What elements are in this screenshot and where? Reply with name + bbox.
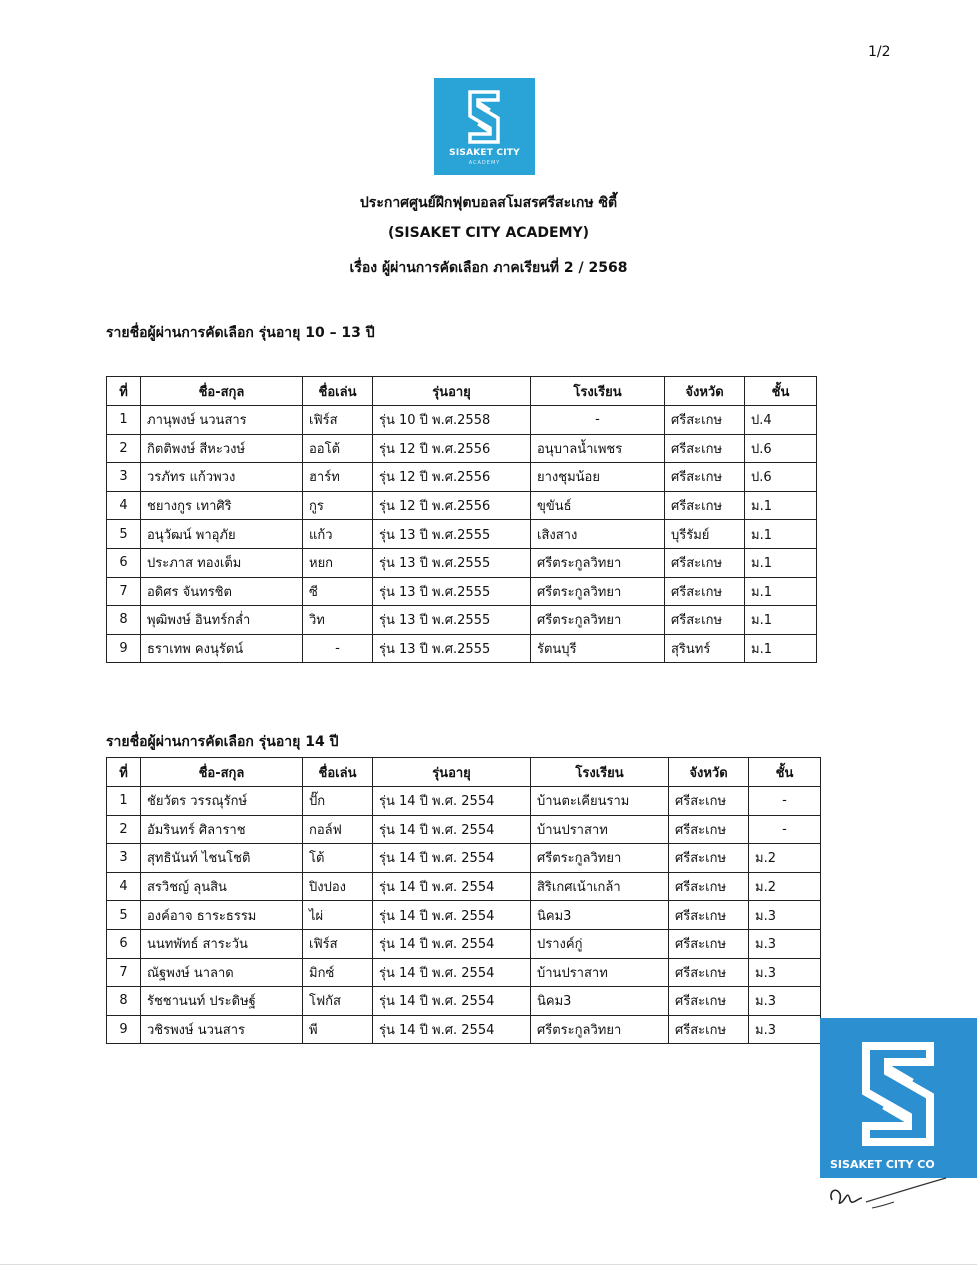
- cell-province: ศรีสะเกษ: [669, 844, 749, 873]
- cell-no: 4: [107, 872, 141, 901]
- cell-name: สรวิชญ์ ลุนสิน: [141, 872, 303, 901]
- table-header-row: [107, 758, 821, 787]
- cell-school: นิคม3: [531, 987, 669, 1016]
- table-header-row: [107, 377, 817, 406]
- col-header-school: โรงเรียน: [531, 377, 665, 406]
- page-number: 1/2: [868, 44, 891, 60]
- club-s-emblem-icon: [464, 88, 504, 146]
- cell-name: พุฒิพงษ์ อินทร์กล่ำ: [141, 606, 303, 635]
- cell-name: วชิรพงษ์ นวนสาร: [141, 1015, 303, 1044]
- cell-province: ศรีสะเกษ: [665, 606, 745, 635]
- col-header-age-group: รุ่นอายุ: [373, 758, 531, 787]
- cell-nickname: -: [303, 634, 373, 663]
- cell-age-group: รุ่น 13 ปี พ.ศ.2555: [373, 634, 531, 663]
- col-header-age-group: รุ่นอายุ: [373, 377, 531, 406]
- cell-school: เสิงสาง: [531, 520, 665, 549]
- signature-mark: [822, 1172, 952, 1220]
- cell-nickname: กอล์ฟ: [303, 815, 373, 844]
- cell-nickname: เฟิร์ส: [303, 406, 373, 435]
- cell-province: ศรีสะเกษ: [665, 548, 745, 577]
- cell-grade: ม.3: [749, 901, 821, 930]
- cell-name: ชัยวัตร วรรณุรักษ์: [141, 787, 303, 816]
- cell-no: 8: [107, 606, 141, 635]
- col-header-grade: ชั้น: [749, 758, 821, 787]
- cell-no: 3: [107, 844, 141, 873]
- col-header-province: จังหวัด: [669, 758, 749, 787]
- cell-school: ศรีตระกูลวิทยา: [531, 577, 665, 606]
- cell-age-group: รุ่น 14 ปี พ.ศ. 2554: [373, 872, 531, 901]
- col-header-province: จังหวัด: [665, 377, 745, 406]
- table-row: [107, 958, 821, 987]
- cell-province: ศรีสะเกษ: [665, 463, 745, 492]
- announcement-title: ประกาศศูนย์ฝึกฟุตบอลสโมสรศรีสะเกษ ซิตี้: [359, 195, 618, 211]
- cell-province: ศรีสะเกษ: [669, 1015, 749, 1044]
- cell-nickname: แก้ว: [303, 520, 373, 549]
- cell-province: ศรีสะเกษ: [669, 929, 749, 958]
- cell-no: 7: [107, 577, 141, 606]
- cell-nickname: โต้: [303, 844, 373, 873]
- cell-grade: ม.3: [749, 929, 821, 958]
- cell-age-group: รุ่น 14 ปี พ.ศ. 2554: [373, 987, 531, 1016]
- cell-nickname: ปิงปอง: [303, 872, 373, 901]
- cell-grade: ม.2: [749, 844, 821, 873]
- cell-no: 9: [107, 1015, 141, 1044]
- cell-nickname: เฟิร์ส: [303, 929, 373, 958]
- cell-nickname: กูร: [303, 491, 373, 520]
- cell-age-group: รุ่น 14 ปี พ.ศ. 2554: [373, 901, 531, 930]
- table-row: [107, 1015, 821, 1044]
- cell-nickname: ฮาร์ท: [303, 463, 373, 492]
- announcement-subject: เรื่อง ผู้ผ่านการคัดเลือก ภาคเรียนที่ 2 / 2568: [349, 260, 628, 276]
- table-row: [107, 406, 817, 435]
- cell-name: องค์อาจ ธาระธรรม: [141, 901, 303, 930]
- cell-province: สุรินทร์: [665, 634, 745, 663]
- cell-age-group: รุ่น 13 ปี พ.ศ.2555: [373, 577, 531, 606]
- cell-age-group: รุ่น 13 ปี พ.ศ.2555: [373, 520, 531, 549]
- table-row: [107, 815, 821, 844]
- cell-age-group: รุ่น 14 ปี พ.ศ. 2554: [373, 815, 531, 844]
- cell-name: สุทธินันท์ ไชนโชติ: [141, 844, 303, 873]
- cell-school: บ้านปราสาท: [531, 958, 669, 987]
- cell-no: 6: [107, 929, 141, 958]
- cell-grade: ม.3: [749, 958, 821, 987]
- cell-school: รัตนบุรี: [531, 634, 665, 663]
- table-row: [107, 872, 821, 901]
- cell-age-group: รุ่น 14 ปี พ.ศ. 2554: [373, 844, 531, 873]
- table-row: [107, 577, 817, 606]
- cell-age-group: รุ่น 12 ปี พ.ศ.2556: [373, 491, 531, 520]
- cell-grade: ม.1: [745, 548, 817, 577]
- cell-school: ขุขันธ์: [531, 491, 665, 520]
- logo-name: SISAKET CITY: [449, 148, 520, 158]
- cell-no: 6: [107, 548, 141, 577]
- table-row: [107, 491, 817, 520]
- cell-name: อนุวัฒน์ พาอุภัย: [141, 520, 303, 549]
- cell-no: 1: [107, 406, 141, 435]
- cell-no: 9: [107, 634, 141, 663]
- table-row: [107, 929, 821, 958]
- cell-nickname: วิท: [303, 606, 373, 635]
- cell-grade: ม.3: [749, 1015, 821, 1044]
- cell-no: 7: [107, 958, 141, 987]
- cell-nickname: ซี: [303, 577, 373, 606]
- cell-name: วรภัทร แก้วพวง: [141, 463, 303, 492]
- cell-name: กิตติพงษ์ สีหะวงษ์: [141, 434, 303, 463]
- cell-no: 2: [107, 434, 141, 463]
- cell-name: ธราเทพ คงนุรัตน์: [141, 634, 303, 663]
- cell-province: ศรีสะเกษ: [665, 577, 745, 606]
- cell-grade: ม.1: [745, 520, 817, 549]
- cell-name: อัมรินทร์ ศิลาราช: [141, 815, 303, 844]
- cell-grade: ป.4: [745, 406, 817, 435]
- table-age-14: [106, 757, 821, 1044]
- col-header-name: ชื่อ-สกุล: [141, 758, 303, 787]
- cell-school: ปรางค์กู่: [531, 929, 669, 958]
- cell-school: ศรีตระกูลวิทยา: [531, 606, 665, 635]
- table-row: [107, 987, 821, 1016]
- cell-age-group: รุ่น 10 ปี พ.ศ.2558: [373, 406, 531, 435]
- cell-province: ศรีสะเกษ: [665, 406, 745, 435]
- stamp-s-emblem-icon: [858, 1040, 938, 1148]
- cell-name: ประภาส ทองเต็ม: [141, 548, 303, 577]
- cell-age-group: รุ่น 13 ปี พ.ศ.2555: [373, 606, 531, 635]
- cell-nickname: โฟกัส: [303, 987, 373, 1016]
- cell-province: ศรีสะเกษ: [669, 872, 749, 901]
- table-row: [107, 434, 817, 463]
- cell-name: รัชชานนท์ ประดิษฐ์: [141, 987, 303, 1016]
- cell-no: 2: [107, 815, 141, 844]
- cell-no: 8: [107, 987, 141, 1016]
- cell-no: 5: [107, 520, 141, 549]
- cell-school: ศรีตระกูลวิทยา: [531, 844, 669, 873]
- cell-school: -: [531, 406, 665, 435]
- cell-no: 3: [107, 463, 141, 492]
- section-title-age-10-13: รายชื่อผู้ผ่านการคัดเลือก รุ่นอายุ 10 – 13 ปี: [106, 325, 375, 341]
- cell-name: ณัฐพงษ์ นาลาด: [141, 958, 303, 987]
- table-row: [107, 548, 817, 577]
- cell-school: อนุบาลน้ำเพชร: [531, 434, 665, 463]
- cell-name: ชยางกูร เทาศิริ: [141, 491, 303, 520]
- cell-province: บุรีรัมย์: [665, 520, 745, 549]
- cell-nickname: ปั๊ก: [303, 787, 373, 816]
- cell-no: 5: [107, 901, 141, 930]
- cell-no: 1: [107, 787, 141, 816]
- cell-grade: ม.2: [749, 872, 821, 901]
- cell-age-group: รุ่น 14 ปี พ.ศ. 2554: [373, 958, 531, 987]
- section-title-age-14: รายชื่อผู้ผ่านการคัดเลือก รุ่นอายุ 14 ปี: [106, 734, 339, 750]
- table-row: [107, 463, 817, 492]
- cell-grade: ป.6: [745, 434, 817, 463]
- table-row: [107, 844, 821, 873]
- cell-grade: ม.1: [745, 491, 817, 520]
- cell-province: ศรีสะเกษ: [665, 491, 745, 520]
- col-header-nickname: ชื่อเล่น: [303, 377, 373, 406]
- cell-province: ศรีสะเกษ: [669, 958, 749, 987]
- col-header-grade: ชั้น: [745, 377, 817, 406]
- cell-school: ศรีตระกูลวิทยา: [531, 548, 665, 577]
- cell-grade: -: [749, 787, 821, 816]
- col-header-nickname: ชื่อเล่น: [303, 758, 373, 787]
- cell-school: ศรีตระกูลวิทยา: [531, 1015, 669, 1044]
- cell-grade: ม.1: [745, 577, 817, 606]
- cell-nickname: หยก: [303, 548, 373, 577]
- table-row: [107, 901, 821, 930]
- bottom-divider: [0, 1264, 977, 1265]
- stamp-text: SISAKET CITY CO: [830, 1158, 935, 1171]
- logo-subtitle: ACADEMY: [468, 160, 501, 166]
- table-row: [107, 520, 817, 549]
- club-logo: [434, 78, 535, 175]
- cell-name: อดิศร จันทรชิต: [141, 577, 303, 606]
- table-row: [107, 787, 821, 816]
- table-row: [107, 634, 817, 663]
- cell-province: ศรีสะเกษ: [665, 434, 745, 463]
- cell-school: ยางชุมน้อย: [531, 463, 665, 492]
- cell-school: บ้านตะเคียนราม: [531, 787, 669, 816]
- cell-no: 4: [107, 491, 141, 520]
- cell-school: สิริเกศเน้าเกล้า: [531, 872, 669, 901]
- cell-grade: ม.1: [745, 634, 817, 663]
- col-header-no: ที่: [107, 758, 141, 787]
- cell-age-group: รุ่น 14 ปี พ.ศ. 2554: [373, 787, 531, 816]
- cell-nickname: ออโต้: [303, 434, 373, 463]
- cell-province: ศรีสะเกษ: [669, 787, 749, 816]
- cell-province: ศรีสะเกษ: [669, 987, 749, 1016]
- cell-nickname: ไผ่: [303, 901, 373, 930]
- table-age-10-13: [106, 376, 817, 663]
- cell-grade: -: [749, 815, 821, 844]
- cell-grade: ม.3: [749, 987, 821, 1016]
- cell-province: ศรีสะเกษ: [669, 815, 749, 844]
- academy-name: (SISAKET CITY ACADEMY): [387, 225, 590, 241]
- col-header-name: ชื่อ-สกุล: [141, 377, 303, 406]
- col-header-school: โรงเรียน: [531, 758, 669, 787]
- cell-nickname: พี: [303, 1015, 373, 1044]
- cell-nickname: มิกซ์: [303, 958, 373, 987]
- club-stamp: [820, 1018, 977, 1178]
- cell-grade: ม.1: [745, 606, 817, 635]
- cell-age-group: รุ่น 14 ปี พ.ศ. 2554: [373, 1015, 531, 1044]
- cell-age-group: รุ่น 13 ปี พ.ศ.2555: [373, 548, 531, 577]
- cell-grade: ป.6: [745, 463, 817, 492]
- table-row: [107, 606, 817, 635]
- cell-age-group: รุ่น 12 ปี พ.ศ.2556: [373, 434, 531, 463]
- col-header-no: ที่: [107, 377, 141, 406]
- cell-name: นนทพัทธ์ สาระวัน: [141, 929, 303, 958]
- cell-school: บ้านปราสาท: [531, 815, 669, 844]
- cell-school: นิคม3: [531, 901, 669, 930]
- cell-name: ภานุพงษ์ นวนสาร: [141, 406, 303, 435]
- cell-age-group: รุ่น 12 ปี พ.ศ.2556: [373, 463, 531, 492]
- cell-age-group: รุ่น 14 ปี พ.ศ. 2554: [373, 929, 531, 958]
- cell-province: ศรีสะเกษ: [669, 901, 749, 930]
